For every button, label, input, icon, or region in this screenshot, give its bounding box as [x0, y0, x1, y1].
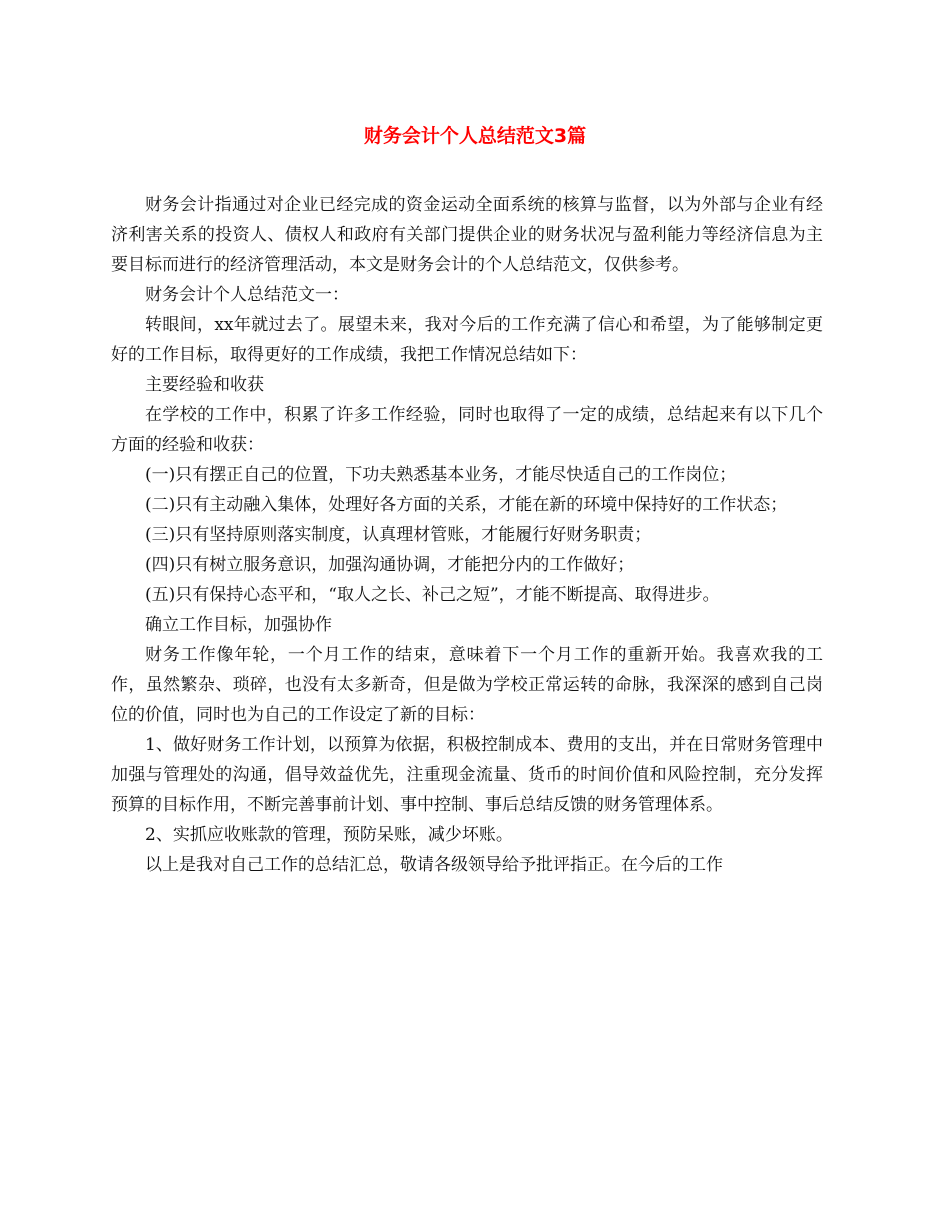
list-item: (五)只有保持心态平和，“取人之长、补己之短”，才能不断提高、取得进步。	[145, 585, 720, 605]
paragraph-heading-sample-one: 财务会计个人总结范文一：	[145, 285, 349, 305]
paragraph: 转眼间，xx年就过去了。展望未来，我对今后的工作充满了信心和希望，为了能够制定更好的工作目标，取得更好的工作成绩，我把工作情况总结如下：	[111, 315, 823, 365]
list-item: 1、做好财务工作计划，以预算为依据，积极控制成本、费用的支出，并在日常财务管理中加强与管理处的沟通，倡导效益优先，注重现金流量、货币的时间价值和风险控制，充分发挥预算的目标作用，不断完善事前计划、事中控制、事后总结反馈的财务管理体系。	[111, 735, 823, 815]
list-item: (一)只有摆正自己的位置，下功夫熟悉基本业务，才能尽快适自己的工作岗位；	[145, 465, 737, 485]
paragraph: 在学校的工作中，积累了许多工作经验，同时也取得了一定的成绩，总结起来有以下几个方面的经验和收获：	[111, 405, 823, 455]
paragraph: 财务工作像年轮，一个月工作的结束，意味着下一个月工作的重新开始。我喜欢我的工作，虽然繁杂、琐碎，也没有太多新奇，但是做为学校正常运转的命脉，我深深的感到自己岗位的价值，同时也为自己的工作设定了新的目标：	[111, 645, 823, 725]
document-title: 财务会计个人总结范文3篇	[363, 125, 587, 147]
list-item: (三)只有坚持原则落实制度，认真理材管账，才能履行好财务职责；	[145, 525, 652, 545]
paragraph-heading-goals: 确立工作目标，加强协作	[145, 615, 332, 635]
paragraph: 以上是我对自己工作的总结汇总，敬请各级领导给予批评指正。在今后的工作	[145, 855, 723, 875]
list-item: (二)只有主动融入集体，处理好各方面的关系，才能在新的环境中保持好的工作状态；	[145, 495, 788, 515]
paragraph-intro: 财务会计指通过对企业已经完成的资金运动全面系统的核算与监督，以为外部与企业有经济利害关系的投资人、债权人和政府有关部门提供企业的财务状况与盈利能力等经济信息为主要目标而进行的经济管理活动，本文是财务会计的个人总结范文，仅供参考。	[111, 195, 823, 275]
document-body	[111, 190, 823, 880]
list-item: (四)只有树立服务意识，加强沟通协调，才能把分内的工作做好；	[145, 555, 635, 575]
list-item: 2、实抓应收账款的管理，预防呆账，减少坏账。	[145, 825, 513, 845]
paragraph-heading-experience: 主要经验和收获	[145, 375, 264, 395]
